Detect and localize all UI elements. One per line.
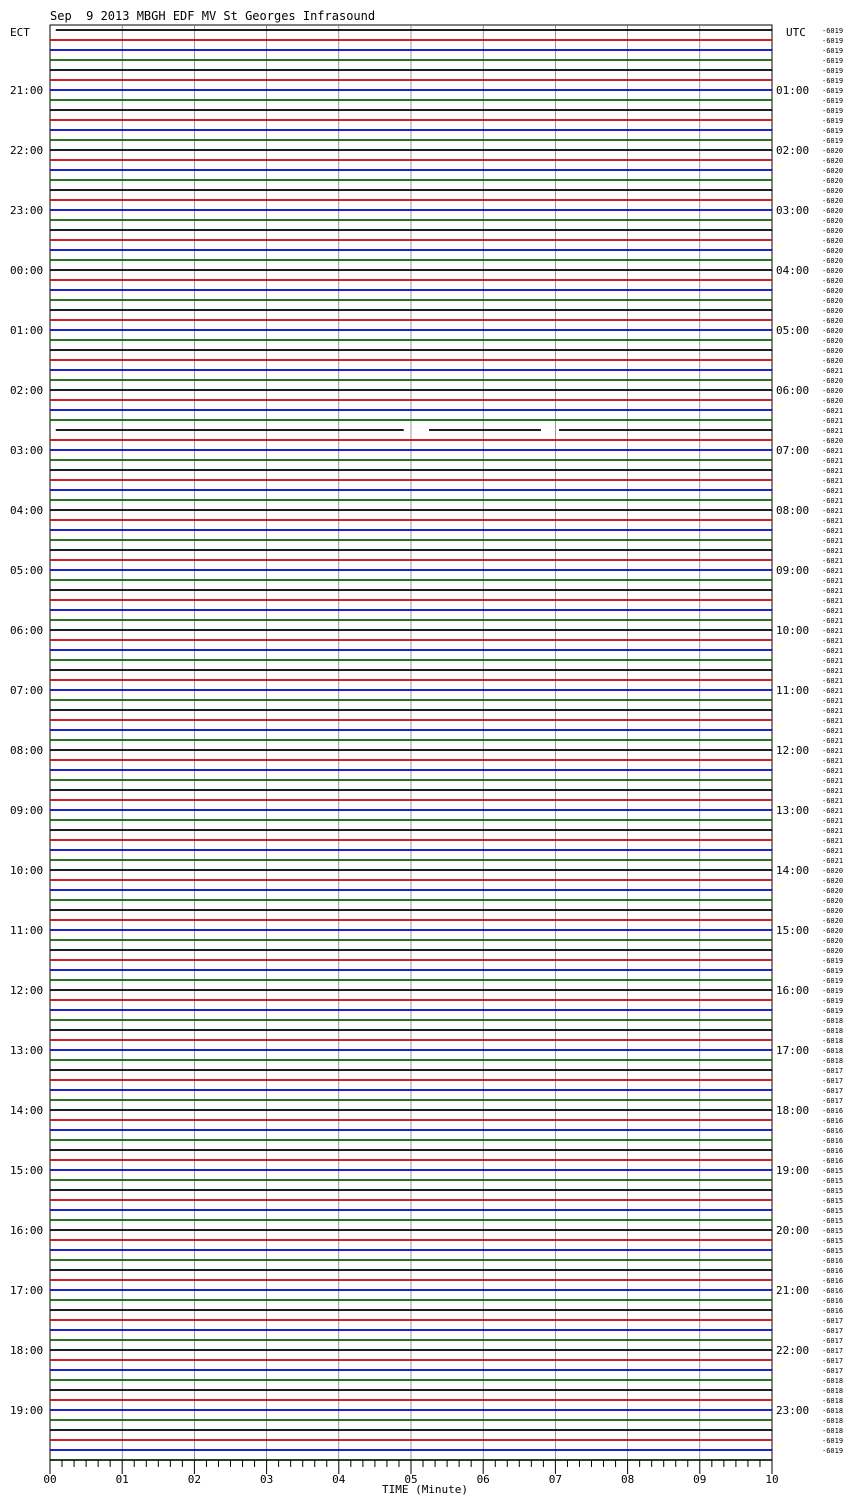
right-hour-label: 21:00 <box>776 1284 810 1297</box>
right-hour-label: 15:00 <box>776 924 810 937</box>
trace-offset-label: -6016 <box>822 1117 844 1125</box>
trace-offset-label: -6021 <box>822 567 844 575</box>
trace-offset-label: -6019 <box>822 47 844 55</box>
trace-offset-label: -6020 <box>822 187 844 195</box>
right-hour-label: 14:00 <box>776 864 810 877</box>
trace-offset-label: -6021 <box>822 647 844 655</box>
trace-offset-label: -6020 <box>822 867 844 875</box>
trace-offset-label: -6016 <box>822 1287 844 1295</box>
trace-offset-label: -6020 <box>822 337 844 345</box>
trace-offset-label: -6018 <box>822 1417 844 1425</box>
trace-offset-label: -6018 <box>822 1387 844 1395</box>
trace-offset-labels <box>822 27 843 1455</box>
x-tick-label: 03 <box>259 1473 274 1486</box>
chart-title: Sep 9 2013 MBGH EDF MV St Georges Infrasound <box>50 9 376 23</box>
trace-offset-label: -6021 <box>822 667 844 675</box>
trace-offset-label: -6021 <box>822 677 844 685</box>
trace-offset-label: -6021 <box>822 477 844 485</box>
trace-offset-label: -6017 <box>822 1367 844 1375</box>
x-tick-label: 10 <box>765 1473 779 1486</box>
trace-offset-label: -6020 <box>822 247 844 255</box>
trace-offset-label: -6021 <box>822 627 844 635</box>
right-hour-label: 13:00 <box>776 804 810 817</box>
trace-offset-label: -6021 <box>822 607 844 615</box>
right-hour-label: 18:00 <box>776 1104 810 1117</box>
trace-offset-label: -6018 <box>822 1037 844 1045</box>
trace-offset-label: -6020 <box>822 887 844 895</box>
right-hour-label: 12:00 <box>776 744 810 757</box>
trace-offset-label: -6021 <box>822 857 844 865</box>
trace-offset-label: -6019 <box>822 117 844 125</box>
right-zone-label: UTC <box>786 26 806 39</box>
trace-offset-label: -6019 <box>822 957 844 965</box>
trace-offset-label: -6018 <box>822 1027 844 1035</box>
trace-offset-label: -6020 <box>822 917 844 925</box>
trace-offset-label: -6019 <box>822 977 844 985</box>
right-hour-label: 10:00 <box>776 624 810 637</box>
trace-offset-label: -6021 <box>822 407 844 415</box>
x-tick-label: 05 <box>404 1473 418 1486</box>
trace-offset-label: -6016 <box>822 1297 844 1305</box>
trace-offset-label: -6018 <box>822 1017 844 1025</box>
trace-offset-label: -6019 <box>822 97 844 105</box>
trace-offset-label: -6021 <box>822 597 844 605</box>
trace-offset-label: -6021 <box>822 847 844 855</box>
trace-offset-label: -6021 <box>822 547 844 555</box>
trace-offset-label: -6021 <box>822 787 844 795</box>
trace-offset-label: -6021 <box>822 367 844 375</box>
right-hour-label: 07:00 <box>776 444 810 457</box>
trace-offset-label: -6017 <box>822 1317 844 1325</box>
trace-offset-label: -6021 <box>822 457 844 465</box>
trace-offset-label: -6020 <box>822 927 844 935</box>
trace-offset-label: -6015 <box>822 1237 844 1245</box>
trace-offset-label: -6021 <box>822 447 844 455</box>
trace-offset-label: -6015 <box>822 1207 844 1215</box>
trace-offset-label: -6019 <box>822 37 844 45</box>
x-tick-label: 01 <box>115 1473 129 1486</box>
left-hour-label: 18:00 <box>10 1344 44 1357</box>
trace-offset-label: -6019 <box>822 987 844 995</box>
left-hour-label: 04:00 <box>10 504 44 517</box>
left-hour-label: 06:00 <box>10 624 44 637</box>
trace-offset-label: -6020 <box>822 947 844 955</box>
right-hour-label: 11:00 <box>776 684 810 697</box>
trace-offset-label: -6017 <box>822 1067 844 1075</box>
left-hour-label: 11:00 <box>10 924 44 937</box>
trace-offset-label: -6020 <box>822 197 844 205</box>
left-hour-label: 05:00 <box>10 564 44 577</box>
trace-offset-label: -6016 <box>822 1137 844 1145</box>
right-hour-label: 06:00 <box>776 384 810 397</box>
trace-offset-label: -6020 <box>822 287 844 295</box>
trace-offset-label: -6021 <box>822 557 844 565</box>
trace-offset-label: -6015 <box>822 1187 844 1195</box>
trace-offset-label: -6021 <box>822 587 844 595</box>
right-hour-label: 17:00 <box>776 1044 810 1057</box>
left-hour-label: 15:00 <box>10 1164 44 1177</box>
trace-offset-label: -6021 <box>822 767 844 775</box>
right-hour-label: 22:00 <box>776 1344 810 1357</box>
trace-offset-label: -6016 <box>822 1157 844 1165</box>
trace-offset-label: -6021 <box>822 537 844 545</box>
trace-offset-label: -6020 <box>822 177 844 185</box>
right-hour-label: 08:00 <box>776 504 810 517</box>
trace-offset-label: -6015 <box>822 1247 844 1255</box>
left-hour-label: 17:00 <box>10 1284 44 1297</box>
trace-offset-label: -6018 <box>822 1407 844 1415</box>
left-hour-label: 01:00 <box>10 324 44 337</box>
trace-offset-label: -6021 <box>822 427 844 435</box>
right-hour-label: 04:00 <box>776 264 810 277</box>
trace-offset-label: -6017 <box>822 1327 844 1335</box>
trace-offset-label: -6020 <box>822 307 844 315</box>
trace-offset-label: -6016 <box>822 1277 844 1285</box>
trace-offset-label: -6019 <box>822 27 844 35</box>
trace-offset-label: -6019 <box>822 127 844 135</box>
left-hour-label: 03:00 <box>10 444 44 457</box>
trace-offset-label: -6019 <box>822 1447 844 1455</box>
trace-offset-label: -6018 <box>822 1047 844 1055</box>
trace-offset-label: -6021 <box>822 837 844 845</box>
trace-offset-label: -6016 <box>822 1267 844 1275</box>
trace-offset-label: -6020 <box>822 277 844 285</box>
trace-offset-label: -6020 <box>822 267 844 275</box>
trace-offset-label: -6017 <box>822 1097 844 1105</box>
trace-offset-label: -6021 <box>822 637 844 645</box>
trace-offset-label: -6021 <box>822 657 844 665</box>
left-hour-label: 16:00 <box>10 1224 44 1237</box>
trace-offset-label: -6021 <box>822 807 844 815</box>
trace-offset-label: -6020 <box>822 207 844 215</box>
trace-offset-label: -6016 <box>822 1307 844 1315</box>
trace-offset-label: -6019 <box>822 967 844 975</box>
trace-offset-label: -6021 <box>822 617 844 625</box>
trace-offset-label: -6019 <box>822 1437 844 1445</box>
right-hour-label: 05:00 <box>776 324 810 337</box>
trace-offset-label: -6019 <box>822 997 844 1005</box>
trace-offset-label: -6020 <box>822 387 844 395</box>
trace-offset-label: -6020 <box>822 437 844 445</box>
trace-offset-label: -6020 <box>822 157 844 165</box>
trace-offset-label: -6015 <box>822 1177 844 1185</box>
trace-offset-label: -6021 <box>822 487 844 495</box>
left-hour-label: 19:00 <box>10 1404 44 1417</box>
trace-offset-label: -6021 <box>822 827 844 835</box>
x-tick-label: 04 <box>332 1473 346 1486</box>
trace-offset-label: -6020 <box>822 907 844 915</box>
trace-offset-label: -6021 <box>822 737 844 745</box>
x-tick-label: 00 <box>43 1473 57 1486</box>
trace-offset-label: -6021 <box>822 507 844 515</box>
trace-offset-label: -6020 <box>822 227 844 235</box>
trace-offset-label: -6020 <box>822 327 844 335</box>
trace-offset-label: -6021 <box>822 467 844 475</box>
trace-offset-label: -6019 <box>822 57 844 65</box>
x-tick-label: 07 <box>548 1473 563 1486</box>
left-hour-label: 22:00 <box>10 144 44 157</box>
left-hour-label: 09:00 <box>10 804 44 817</box>
x-tick-label: 09 <box>693 1473 707 1486</box>
trace-offset-label: -6021 <box>822 697 844 705</box>
right-hour-label: 16:00 <box>776 984 810 997</box>
left-hour-labels <box>10 84 43 1417</box>
trace-offset-label: -6015 <box>822 1197 844 1205</box>
left-hour-label: 10:00 <box>10 864 44 877</box>
trace-offset-label: -6021 <box>822 717 844 725</box>
trace-offset-label: -6021 <box>822 757 844 765</box>
trace-offset-label: -6021 <box>822 707 844 715</box>
trace-offset-label: -6020 <box>822 347 844 355</box>
trace-offset-label: -6021 <box>822 817 844 825</box>
trace-offset-label: -6017 <box>822 1337 844 1345</box>
trace-offset-label: -6021 <box>822 727 844 735</box>
x-axis-label: TIME (Minute) <box>381 1483 469 1496</box>
trace-offset-label: -6019 <box>822 1007 844 1015</box>
trace-offset-label: -6018 <box>822 1377 844 1385</box>
left-zone-label: ECT <box>10 26 30 39</box>
left-hour-label: 23:00 <box>10 204 44 217</box>
right-hour-label: 09:00 <box>776 564 810 577</box>
trace-offset-label: -6017 <box>822 1087 844 1095</box>
right-hour-label: 23:00 <box>776 1404 810 1417</box>
trace-offset-label: -6020 <box>822 257 844 265</box>
right-hour-label: 19:00 <box>776 1164 810 1177</box>
trace-offset-label: -6020 <box>822 937 844 945</box>
trace-offset-label: -6016 <box>822 1147 844 1155</box>
x-tick-label: 02 <box>187 1473 202 1486</box>
x-tick-label: 06 <box>476 1473 490 1486</box>
left-hour-label: 14:00 <box>10 1104 44 1117</box>
right-hour-labels <box>776 84 809 1417</box>
trace-offset-label: -6019 <box>822 87 844 95</box>
trace-offset-label: -6021 <box>822 747 844 755</box>
left-hour-label: 13:00 <box>10 1044 44 1057</box>
trace-offset-label: -6018 <box>822 1427 844 1435</box>
left-hour-label: 08:00 <box>10 744 44 757</box>
trace-offset-label: -6020 <box>822 897 844 905</box>
trace-offset-label: -6020 <box>822 317 844 325</box>
trace-offset-label: -6020 <box>822 397 844 405</box>
trace-offset-label: -6021 <box>822 797 844 805</box>
x-tick-label: 08 <box>620 1473 635 1486</box>
left-hour-label: 00:00 <box>10 264 44 277</box>
trace-offset-label: -6020 <box>822 357 844 365</box>
trace-offset-label: -6020 <box>822 237 844 245</box>
trace-offset-label: -6021 <box>822 517 844 525</box>
trace-offset-label: -6020 <box>822 377 844 385</box>
trace-offset-label: -6020 <box>822 167 844 175</box>
trace-offset-label: -6020 <box>822 217 844 225</box>
trace-offset-label: -6021 <box>822 777 844 785</box>
trace-offset-label: -6021 <box>822 497 844 505</box>
trace-offset-label: -6019 <box>822 77 844 85</box>
trace-offset-label: -6021 <box>822 577 844 585</box>
right-hour-label: 03:00 <box>776 204 810 217</box>
left-hour-label: 21:00 <box>10 84 44 97</box>
trace-offset-label: -6020 <box>822 297 844 305</box>
trace-offset-label: -6017 <box>822 1347 844 1355</box>
trace-offset-label: -6016 <box>822 1107 844 1115</box>
trace-offset-label: -6018 <box>822 1057 844 1065</box>
trace-offset-label: -6019 <box>822 137 844 145</box>
trace-offset-label: -6021 <box>822 687 844 695</box>
trace-offset-label: -6015 <box>822 1227 844 1235</box>
trace-offset-label: -6019 <box>822 67 844 75</box>
trace-offset-label: -6021 <box>822 527 844 535</box>
trace-offset-label: -6016 <box>822 1257 844 1265</box>
trace-offset-label: -6015 <box>822 1167 844 1175</box>
trace-offset-label: -6017 <box>822 1077 844 1085</box>
left-hour-label: 12:00 <box>10 984 44 997</box>
trace-offset-label: -6020 <box>822 147 844 155</box>
trace-offset-label: -6020 <box>822 877 844 885</box>
trace-offset-label: -6019 <box>822 107 844 115</box>
right-hour-label: 01:00 <box>776 84 810 97</box>
left-hour-label: 07:00 <box>10 684 44 697</box>
right-hour-label: 20:00 <box>776 1224 810 1237</box>
trace-offset-label: -6015 <box>822 1217 844 1225</box>
left-hour-label: 02:00 <box>10 384 44 397</box>
trace-offset-label: -6018 <box>822 1397 844 1405</box>
right-hour-label: 02:00 <box>776 144 810 157</box>
trace-offset-label: -6017 <box>822 1357 844 1365</box>
trace-offset-label: -6016 <box>822 1127 844 1135</box>
trace-offset-label: -6021 <box>822 417 844 425</box>
